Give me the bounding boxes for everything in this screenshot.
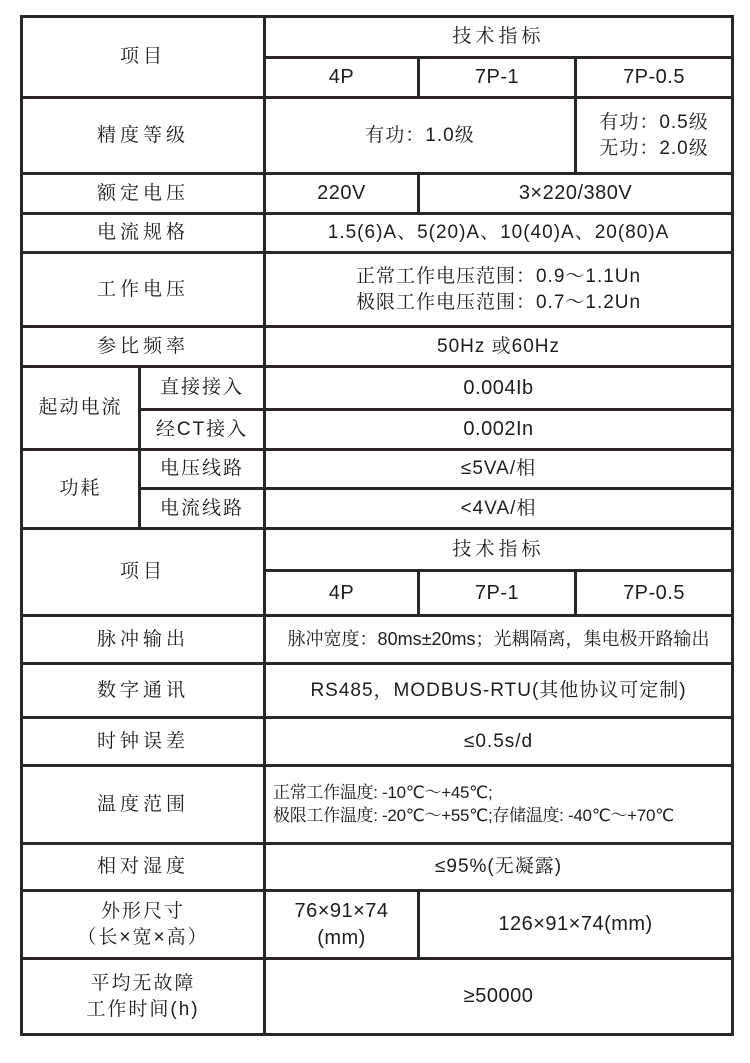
table-row-digital-comm xyxy=(22,664,733,718)
cell-current-spec-label: 电流规格 xyxy=(22,214,265,253)
cell-ref-frequency-value: 50Hz 或60Hz xyxy=(265,327,733,367)
cell-digital-comm-value: RS485，MODBUS-RTU(其他协议可定制) xyxy=(265,664,733,718)
temp-normal-line: 正常工作温度: -10℃～+45℃; xyxy=(273,783,493,803)
cell-mtbf-value: ≥50000 xyxy=(265,959,733,1035)
cell-header2-spec-title: 技术指标 xyxy=(265,529,733,571)
cell-humidity-label: 相对湿度 xyxy=(22,844,265,891)
temp-limit-storage-line: 极限工作温度: -20℃～+55℃;存储温度: -40℃～+70℃ xyxy=(273,805,674,825)
accuracy-active-line: 有功：0.5级 xyxy=(599,112,709,134)
cell-header1-spec-title: 技术指标 xyxy=(265,17,733,58)
cell-mtbf-label xyxy=(22,959,265,1035)
cell-clock-error-value: ≤0.5s/d xyxy=(265,718,733,766)
cell-accuracy-label: 精度等级 xyxy=(22,98,265,174)
cell-power-current-line-value: <4VA/相 xyxy=(265,489,733,529)
cell-dimensions-4p xyxy=(265,891,419,959)
cell-model2-7p1: 7P-1 xyxy=(419,571,576,616)
cell-digital-comm-label: 数字通讯 xyxy=(22,664,265,718)
cell-header2-item: 项目 xyxy=(22,529,265,616)
table-row-temp-range xyxy=(22,766,733,844)
cell-model2-7p05: 7P-0.5 xyxy=(576,571,733,616)
cell-working-voltage-label: 工作电压 xyxy=(22,253,265,327)
cell-accuracy-7p05 xyxy=(576,98,733,174)
cell-model2-4p: 4P xyxy=(265,571,419,616)
cell-model-7p05: 7P-0.5 xyxy=(576,58,733,98)
table-row-header2 xyxy=(22,529,733,571)
table-row-header1 xyxy=(22,17,733,58)
spec-table xyxy=(20,15,734,1036)
cell-power-current-line-label: 电流线路 xyxy=(140,489,265,529)
cell-dimensions-7p: 126×91×74(mm) xyxy=(419,891,733,959)
cell-model-4p: 4P xyxy=(265,58,419,98)
cell-clock-error-label: 时钟误差 xyxy=(22,718,265,766)
working-voltage-normal-line: 正常工作电压范围：0.9～1.1Un xyxy=(355,266,642,288)
working-voltage-limit-line: 极限工作电压范围：0.7～1.2Un xyxy=(355,291,642,313)
mtbf-label-line1: 平均无故障 xyxy=(90,973,196,995)
cell-power-voltage-line-value: ≤5VA/相 xyxy=(265,450,733,489)
cell-pulse-output-value: 脉冲宽度：80ms±20ms；光耦隔离，集电极开路输出 xyxy=(265,616,733,664)
cell-starting-current-direct-label: 直接接入 xyxy=(140,367,265,410)
cell-starting-current-ct-label: 经CT接入 xyxy=(140,410,265,450)
cell-working-voltage-value xyxy=(265,253,733,327)
accuracy-reactive-line: 无功：2.0级 xyxy=(599,137,709,159)
table-row-ref-frequency xyxy=(22,327,733,367)
cell-ref-frequency-label: 参比频率 xyxy=(22,327,265,367)
dimensions-label-line1: 外形尺寸 xyxy=(101,901,186,923)
cell-starting-current-ct-value: 0.002In xyxy=(265,410,733,450)
cell-accuracy-main: 有功：1.0级 xyxy=(265,98,576,174)
table-row-humidity xyxy=(22,844,733,891)
table-row-power-voltage-line xyxy=(22,450,733,489)
cell-dimensions-label xyxy=(22,891,265,959)
cell-temp-range-value xyxy=(265,766,733,844)
cell-starting-current-direct-value: 0.004Ib xyxy=(265,367,733,410)
table-row-clock-error xyxy=(22,718,733,766)
dimensions-4p-unit: (mm) xyxy=(317,926,366,949)
cell-temp-range-label: 温度范围 xyxy=(22,766,265,844)
cell-rated-voltage-7p: 3×220/380V xyxy=(419,174,733,214)
mtbf-label-line2: 工作时间(h) xyxy=(86,998,200,1020)
table-row-accuracy xyxy=(22,98,733,174)
cell-pulse-output-label: 脉冲输出 xyxy=(22,616,265,664)
cell-humidity-value: ≤95%(无凝露) xyxy=(265,844,733,891)
table-row-starting-current-direct xyxy=(22,367,733,410)
cell-model-7p1: 7P-1 xyxy=(419,58,576,98)
dimensions-label-line2: （长×宽×高） xyxy=(77,926,209,948)
table-row-working-voltage xyxy=(22,253,733,327)
cell-starting-current-label: 起动电流 xyxy=(22,367,140,450)
cell-rated-voltage-label: 额定电压 xyxy=(22,174,265,214)
cell-rated-voltage-4p: 220V xyxy=(265,174,419,214)
dimensions-4p-size: 76×91×74 xyxy=(294,900,389,923)
table-row-pulse-output xyxy=(22,616,733,664)
cell-power-voltage-line-label: 电压线路 xyxy=(140,450,265,489)
cell-power-consumption-label: 功耗 xyxy=(22,450,140,529)
cell-header1-item: 项目 xyxy=(22,17,265,98)
table-row-current-spec xyxy=(22,214,733,253)
table-row-dimensions xyxy=(22,891,733,959)
table-row-rated-voltage xyxy=(22,174,733,214)
table-row-mtbf xyxy=(22,959,733,1035)
cell-current-spec-value: 1.5(6)A、5(20)A、10(40)A、20(80)A xyxy=(265,214,733,253)
